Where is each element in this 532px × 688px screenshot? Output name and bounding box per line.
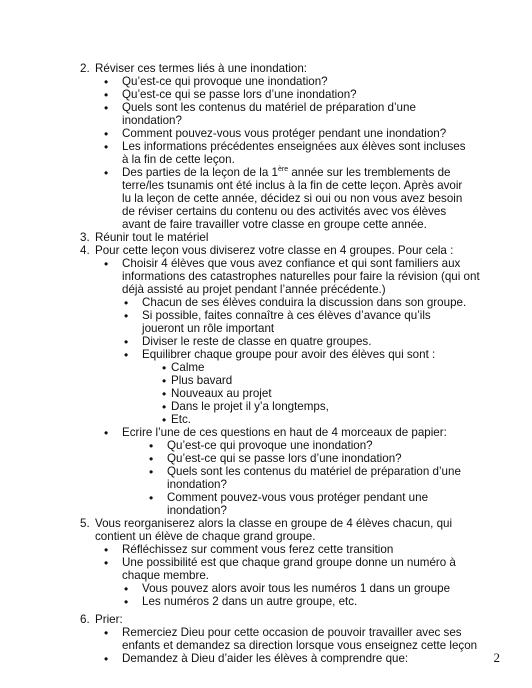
- bullet-icon: •: [149, 439, 154, 453]
- bullet-text: Une possibilité est que chaque grand groupe donne un numéro à: [122, 556, 456, 569]
- bullet-icon: •: [104, 127, 109, 141]
- text-run: année sur les tremblements de: [288, 166, 451, 179]
- bullet-text: Les numéros 2 dans un autre groupe, etc.: [142, 595, 358, 608]
- bullet-text: Les informations précédentes enseignées aux élèves sont incluses: [122, 140, 466, 153]
- bullet-text: enfants et demandez sa direction lorsque vous enseignez cette leçon: [122, 639, 478, 652]
- bullet-text: Demandez à Dieu d’aider les élèves à comprendre que:: [122, 652, 409, 665]
- bullet-icon: •: [124, 309, 129, 323]
- bullet-icon: •: [104, 543, 109, 557]
- list-item-text: Réunir tout le matériel: [95, 231, 209, 244]
- list-item-text: Réviser ces termes liés à une inondation:: [95, 62, 308, 75]
- bullet-text: Comment pouvez-vous vous protéger pendant une inondation?: [122, 127, 447, 140]
- bullet-icon: •: [149, 491, 154, 505]
- list-item-number: 2.: [80, 62, 90, 75]
- bullet-text: Choisir 4 élèves que vous avez confiance et qui sont familiers aux: [122, 257, 461, 270]
- bullet-text: Qu’est-ce qui se passe lors d’une inondation?: [167, 452, 402, 465]
- bullet-text: Réfléchissez sur comment vous ferez cette transition: [122, 543, 394, 556]
- bullet-icon: •: [124, 348, 129, 362]
- bullet-text: inondation?: [167, 504, 227, 517]
- bullet-text: Ecrire l’une de ces questions en haut de 4 morceaux de papier:: [122, 426, 447, 439]
- bullet-text: chaque membre.: [122, 569, 209, 582]
- bullet-text: avant de faire travailler votre classe en groupe cette année.: [122, 218, 427, 231]
- bullet-text: Vous pouvez alors avoir tous les numéros 1 dans un groupe: [142, 582, 451, 595]
- bullet-text: Calme: [171, 361, 205, 374]
- bullet-text: Quels sont les contenus du matériel de préparation d’une: [167, 465, 461, 478]
- bullet-text: Equilibrer chaque groupe pour avoir des élèves qui sont :: [142, 348, 436, 361]
- bullet-text: terre/les tsunamis ont été inclus à la fin de cette leçon. Après avoir: [122, 179, 463, 192]
- bullet-text: Etc.: [171, 413, 191, 426]
- list-item-number: 4.: [80, 244, 90, 257]
- bullet-text: lu la leçon de cette année, décidez si oui ou non vous avez besoin: [122, 192, 463, 205]
- bullet-icon: •: [162, 413, 167, 427]
- bullet-text: inondation?: [167, 478, 227, 491]
- bullet-text: Nouveaux au projet: [171, 387, 272, 400]
- bullet-icon: •: [104, 257, 109, 271]
- list-item-number: 3.: [80, 231, 90, 244]
- superscript: ère: [277, 166, 289, 174]
- bullet-icon: •: [104, 101, 109, 115]
- bullet-icon: •: [149, 452, 154, 466]
- bullet-text: Plus bavard: [171, 374, 233, 387]
- bullet-icon: •: [124, 335, 129, 349]
- bullet-icon: •: [104, 626, 109, 640]
- bullet-text: Comment pouvez-vous vous protéger pendant une: [167, 491, 429, 504]
- text-run: Des parties de la leçon de la 1: [122, 166, 278, 179]
- bullet-icon: •: [104, 88, 109, 102]
- bullet-text: Qu’est-ce qui se passe lors d’une inondation?: [122, 88, 357, 101]
- list-item-number: 5.: [80, 517, 90, 530]
- bullet-text: de réviser certains du contenu ou des activités avec vos élèves: [122, 205, 447, 218]
- bullet-text: Remerciez Dieu pour cette occasion de pouvoir travailler avec ses: [122, 626, 462, 639]
- bullet-text: [122, 166, 451, 179]
- bullet-icon: •: [124, 582, 129, 596]
- page-number: 2: [493, 650, 500, 665]
- list-item-text: Prier:: [95, 613, 123, 626]
- bullet-icon: •: [162, 387, 167, 401]
- bullet-text: Qu’est-ce qui provoque une inondation?: [122, 75, 328, 88]
- bullet-icon: •: [104, 166, 109, 180]
- bullet-text: joueront un rôle important: [142, 322, 275, 335]
- bullet-text: Quels sont les contenus du matériel de préparation d’une: [122, 101, 416, 114]
- bullet-text: Dans le projet il y’a longtemps,: [171, 400, 329, 413]
- bullet-icon: •: [104, 556, 109, 570]
- bullet-icon: •: [104, 75, 109, 89]
- bullet-icon: •: [149, 465, 154, 479]
- list-item-text: Vous reorganiserez alors la classe en groupe de 4 élèves chacun, qui: [95, 517, 453, 530]
- list-item-number: 6.: [80, 613, 90, 626]
- bullet-text: Diviser le reste de classe en quatre groupes.: [142, 335, 372, 348]
- bullet-icon: •: [162, 361, 167, 375]
- bullet-text: Si possible, faites connaître à ces élèves d’avance qu’ils: [142, 309, 431, 322]
- bullet-icon: •: [162, 374, 167, 388]
- bullet-icon: •: [104, 140, 109, 154]
- list-item-text: contient un élève de chaque grand groupe.: [95, 530, 316, 543]
- bullet-icon: •: [162, 400, 167, 414]
- list-item-text: Pour cette leçon vous diviserez votre classe en 4 groupes. Pour cela :: [95, 244, 454, 257]
- bullet-text: à la fin de cette leçon.: [122, 153, 235, 166]
- bullet-text: Qu’est-ce qui provoque une inondation?: [167, 439, 373, 452]
- bullet-icon: •: [104, 652, 109, 666]
- bullet-text: Chacun de ses élèves conduira la discussion dans son groupe.: [142, 296, 467, 309]
- bullet-text: inondation?: [122, 114, 182, 127]
- bullet-text: informations des catastrophes naturelles pour faire la révision (qui ont: [122, 270, 480, 283]
- bullet-icon: •: [124, 296, 129, 310]
- bullet-icon: •: [124, 595, 129, 609]
- bullet-text: déjà assisté au projet pendant l’année précédente.): [122, 283, 386, 296]
- bullet-icon: •: [104, 426, 109, 440]
